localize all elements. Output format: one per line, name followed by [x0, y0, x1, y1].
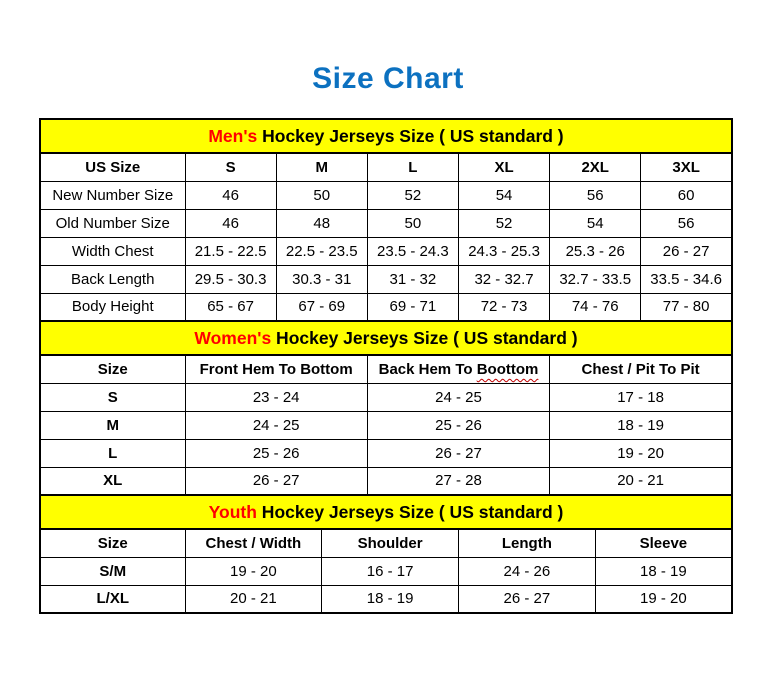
table-cell: 60: [641, 181, 732, 209]
table-cell: 32.7 - 33.5: [550, 265, 641, 293]
column-header-size: Size: [40, 355, 185, 383]
table-cell: 46: [185, 181, 276, 209]
column-header-front-hem: Front Hem To Bottom: [185, 355, 367, 383]
mens-section-band-row: [40, 119, 732, 153]
table-cell: 20 - 21: [185, 585, 322, 613]
column-header-l: L: [367, 153, 458, 181]
table-cell: 67 - 69: [276, 293, 367, 321]
column-header-us-size: US Size: [40, 153, 185, 181]
row-label: L/XL: [40, 585, 185, 613]
womens-section-title-accent: Women's: [194, 327, 272, 348]
table-row-back-length: [40, 265, 732, 293]
table-row-youth-lxl: [40, 585, 732, 613]
table-cell: 65 - 67: [185, 293, 276, 321]
womens-section-band-row: [40, 321, 732, 355]
table-cell: 23.5 - 24.3: [367, 237, 458, 265]
column-header-3xl: 3XL: [641, 153, 732, 181]
table-cell: 26 - 27: [367, 439, 549, 467]
table-cell: 27 - 28: [367, 467, 549, 495]
column-header-back-hem: [367, 355, 549, 383]
table-cell: 25 - 26: [367, 411, 549, 439]
table-cell: 50: [276, 181, 367, 209]
table-cell: 74 - 76: [550, 293, 641, 321]
table-cell: 18 - 19: [595, 557, 732, 585]
table-cell: 21.5 - 22.5: [185, 237, 276, 265]
column-header-size: Size: [40, 529, 185, 557]
table-cell: 30.3 - 31: [276, 265, 367, 293]
table-cell: 22.5 - 23.5: [276, 237, 367, 265]
table-cell: 20 - 21: [550, 467, 732, 495]
table-cell: 25 - 26: [185, 439, 367, 467]
back-hem-label-prefix: Back Hem To: [378, 360, 473, 378]
column-header-2xl: 2XL: [550, 153, 641, 181]
row-label: Width Chest: [40, 237, 185, 265]
column-header-s: S: [185, 153, 276, 181]
column-header-m: M: [276, 153, 367, 181]
mens-size-table: [39, 118, 733, 322]
womens-section-header: [40, 321, 732, 355]
table-cell: 52: [458, 209, 549, 237]
table-row-youth-sm: [40, 557, 732, 585]
womens-column-header-row: [40, 355, 732, 383]
table-row-womens-m: [40, 411, 732, 439]
table-row-womens-xl: [40, 467, 732, 495]
table-cell: 18 - 19: [550, 411, 732, 439]
column-header-chest-pit: Chest / Pit To Pit: [550, 355, 732, 383]
column-header-shoulder: Shoulder: [322, 529, 459, 557]
table-cell: 16 - 17: [322, 557, 459, 585]
table-row-new-number-size: [40, 181, 732, 209]
table-cell: 48: [276, 209, 367, 237]
table-cell: 24 - 25: [367, 383, 549, 411]
row-label: L: [40, 439, 185, 467]
mens-section-header: [40, 119, 732, 153]
column-header-sleeve: Sleeve: [595, 529, 732, 557]
mens-section-title-rest: Hockey Jerseys Size ( US standard ): [257, 125, 564, 146]
table-cell: 24 - 25: [185, 411, 367, 439]
youth-section-band-row: [40, 495, 732, 529]
table-cell: 56: [641, 209, 732, 237]
row-label: S: [40, 383, 185, 411]
page-title: Size Chart: [312, 62, 464, 95]
table-cell: 26 - 27: [459, 585, 596, 613]
column-header-xl: XL: [458, 153, 549, 181]
back-hem-label-misspelled: Boottom: [476, 360, 539, 378]
table-cell: 32 - 32.7: [458, 265, 549, 293]
row-label: Back Length: [40, 265, 185, 293]
youth-section-title-rest: Hockey Jerseys Size ( US standard ): [256, 501, 564, 522]
youth-size-table: [39, 494, 733, 614]
table-cell: 54: [458, 181, 549, 209]
table-row-old-number-size: [40, 209, 732, 237]
row-label: Body Height: [40, 293, 185, 321]
table-cell: 33.5 - 34.6: [641, 265, 732, 293]
table-cell: 69 - 71: [367, 293, 458, 321]
table-row-width-chest: [40, 237, 732, 265]
table-cell: 18 - 19: [322, 585, 459, 613]
row-label: New Number Size: [40, 181, 185, 209]
table-cell: 23 - 24: [185, 383, 367, 411]
table-cell: 50: [367, 209, 458, 237]
table-cell: 52: [367, 181, 458, 209]
table-cell: 17 - 18: [550, 383, 732, 411]
table-cell: 26 - 27: [185, 467, 367, 495]
youth-section-title-accent: Youth: [208, 501, 257, 522]
size-tables-container: [39, 118, 733, 614]
row-label: Old Number Size: [40, 209, 185, 237]
table-cell: 54: [550, 209, 641, 237]
table-cell: 19 - 20: [550, 439, 732, 467]
table-row-womens-l: [40, 439, 732, 467]
mens-section-title-accent: Men's: [208, 125, 258, 146]
table-cell: 26 - 27: [641, 237, 732, 265]
column-header-chest-width: Chest / Width: [185, 529, 322, 557]
table-cell: 19 - 20: [185, 557, 322, 585]
youth-section-header: [40, 495, 732, 529]
table-cell: 19 - 20: [595, 585, 732, 613]
table-cell: 24.3 - 25.3: [458, 237, 549, 265]
womens-size-table: [39, 320, 733, 496]
table-cell: 72 - 73: [458, 293, 549, 321]
row-label: S/M: [40, 557, 185, 585]
womens-section-title-rest: Hockey Jerseys Size ( US standard ): [271, 327, 578, 348]
column-header-length: Length: [459, 529, 596, 557]
table-row-womens-s: [40, 383, 732, 411]
table-cell: 24 - 26: [459, 557, 596, 585]
table-cell: 25.3 - 26: [550, 237, 641, 265]
table-cell: 46: [185, 209, 276, 237]
table-cell: 77 - 80: [641, 293, 732, 321]
row-label: XL: [40, 467, 185, 495]
table-cell: 29.5 - 30.3: [185, 265, 276, 293]
row-label: M: [40, 411, 185, 439]
table-cell: 56: [550, 181, 641, 209]
table-row-body-height: [40, 293, 732, 321]
mens-column-header-row: [40, 153, 732, 181]
youth-column-header-row: [40, 529, 732, 557]
table-cell: 31 - 32: [367, 265, 458, 293]
